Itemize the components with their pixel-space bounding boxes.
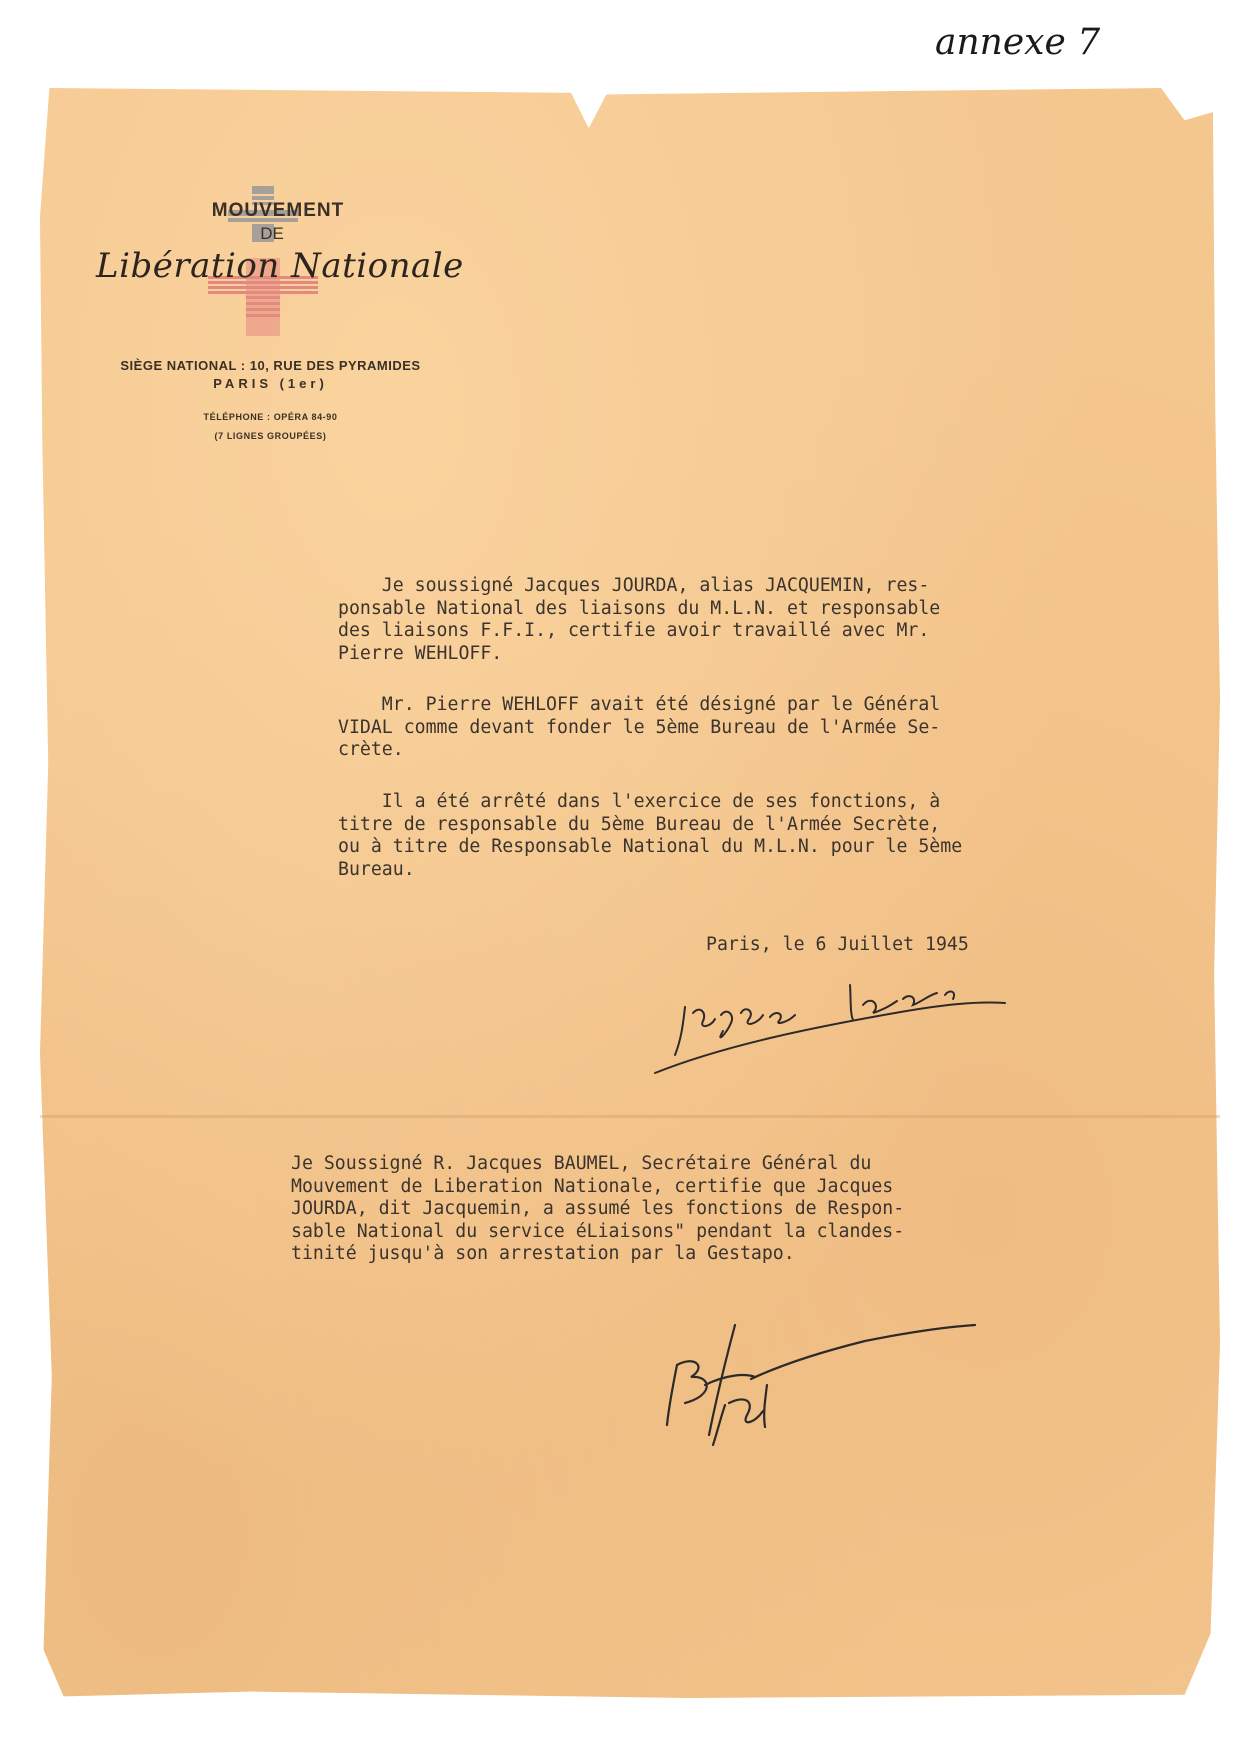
fold-line: [40, 1115, 1220, 1118]
signature-jourda: [645, 965, 1015, 1085]
letterhead-address: SIÈGE NATIONAL : 10, RUE DES PYRAMIDES: [120, 358, 421, 373]
letterhead-de: DE: [260, 224, 284, 243]
handwritten-annotation: annexe 7: [935, 22, 1101, 63]
paragraph-designation: Mr. Pierre WEHLOFF avait été désigné par le Général VIDAL comme devant fonder le 5ème Bureau de l'Armée Se- crète.: [338, 694, 941, 760]
letterhead-city: PARIS (1er): [213, 376, 328, 391]
letterhead-title: MOUVEMENT: [211, 200, 345, 221]
paragraph-arrest: Il a été arrêté dans l'exercice de ses fonctions, à titre de responsable du 5ème Bureau de l'Armée Secrète, ou à titre de Responsable National du M.L.N. pour le 5ème Bureau.: [338, 791, 963, 880]
paragraph-certification: Je soussigné Jacques JOURDA, alias JACQUEMIN, res- ponsable National des liaisons du M.L.N. et responsable des liaisons F.F.I., certifie avoir travaillé avec Mr. Pierre WEHLOFF.: [338, 575, 941, 664]
letterhead-lines: (7 LIGNES GROUPÉES): [214, 431, 327, 441]
signature-baumel: [655, 1315, 985, 1465]
letter-date: Paris, le 6 Juillet 1945: [706, 934, 969, 955]
letterhead-script-name: Libération Nationale: [96, 246, 464, 286]
letterhead-telephone: TÉLÉPHONE : OPÉRA 84-90: [203, 412, 338, 422]
paragraph-baumel-certification: Je Soussigné R. Jacques BAUMEL, Secrétaire Général du Mouvement de Liberation Nationale, certifie que Jacques JOURDA, dit Jacquemin, a assumé les fonctions de Respon- sable National du service éLiaisons" pendant la clandes- tinité jusqu'à son arrestation par la Gestapo.: [291, 1153, 905, 1264]
